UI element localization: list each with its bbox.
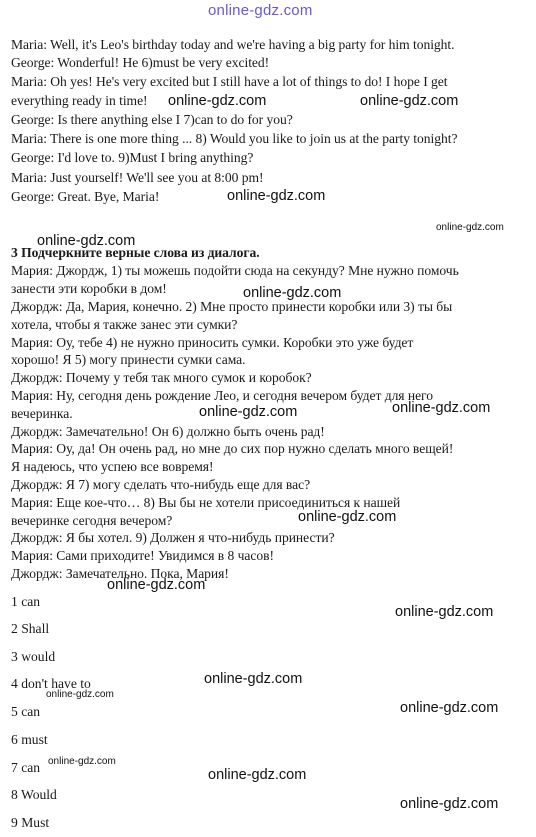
answer-item: 4 don't have to	[11, 676, 91, 691]
watermark: online-gdz.com	[243, 285, 342, 301]
dialogue-line: хотела, чтобы я также занес эти сумки?	[11, 317, 238, 332]
dialogue-line: Мария: Оу, да! Он очень рад, но мне до сих пор нужно сделать много вещей!	[11, 441, 454, 456]
dialogue-line: Maria: There is one more thing ... 8) Would you like to join us at the party tonight?	[11, 131, 458, 146]
dialogue-line: вечеринка.	[11, 406, 73, 421]
watermark: online-gdz.com	[208, 767, 307, 783]
watermark: online-gdz.com	[227, 188, 326, 204]
answer-item: 7 can	[11, 760, 41, 775]
watermark: online-gdz.com	[298, 509, 397, 525]
dialogue-line: Джордж: Да, Мария, конечно. 2) Мне просто принести коробки или 3) ты бы	[11, 299, 453, 314]
answer-item: 2 Shall	[11, 621, 50, 636]
watermark: online-gdz.com	[199, 404, 298, 420]
dialogue-line: Джордж: Почему у тебя так много сумок и коробок?	[11, 370, 312, 385]
dialogue-line: Мария: Оу, тебе 4) не нужно приносить сумки. Коробки это уже будет	[11, 335, 414, 350]
watermark: online-gdz.com	[392, 400, 491, 416]
task-heading: 3 Подчеркните верные слова из диалога.	[11, 245, 260, 260]
watermark: online-gdz.com	[400, 796, 499, 812]
watermark: online-gdz.com	[107, 577, 206, 593]
dialogue-line: Мария: Джордж, 1) ты можешь подойти сюда на секунду? Мне нужно помочь	[11, 263, 459, 278]
dialogue-line: вечеринке сегодня вечером?	[11, 513, 173, 528]
dialogue-line: everything ready in time!	[11, 93, 148, 108]
dialogue-line: Джордж: Я 7) могу сделать что-нибудь еще для вас?	[11, 477, 311, 492]
answer-item: 1 can	[11, 594, 41, 609]
watermark: online-gdz.com	[360, 93, 459, 109]
dialogue-line: Джордж: Я бы хотел. 9) Должен я что-нибудь принести?	[11, 530, 335, 545]
answer-item: 3 would	[11, 649, 56, 664]
dialogue-line: Я надеюсь, что успею все вовремя!	[11, 459, 214, 474]
dialogue-line: George: Wonderful! He 6)must be very excited!	[11, 55, 270, 70]
dialogue-line: George: Is there anything else I 7)can to do for you?	[11, 112, 293, 127]
dialogue-line: хорошо! Я 5) могу принести сумки сама.	[11, 352, 246, 367]
dialogue-line: Maria: Well, it's Leo's birthday today and we're having a big party for him tonight.	[11, 37, 455, 52]
watermark: online-gdz.com	[400, 700, 499, 716]
watermark: online-gdz.com	[48, 756, 116, 767]
dialogue-line: Maria: Oh yes! He's very excited but I still have a lot of things to do! I hope I get	[11, 74, 448, 89]
dialogue-line: Джордж: Замечательно! Он 6) должно быть очень рад!	[11, 424, 325, 439]
dialogue-line: занести эти коробки в дом!	[11, 281, 167, 296]
watermark-top: online-gdz.com	[208, 2, 313, 19]
watermark: online-gdz.com	[395, 604, 494, 620]
watermark: online-gdz.com	[168, 93, 267, 109]
watermark: online-gdz.com	[37, 233, 136, 249]
dialogue-line: Мария: Еще кое-что… 8) Вы бы не хотели присоединиться к нашей	[11, 495, 401, 510]
answer-item: 8 Would	[11, 787, 57, 802]
dialogue-line: Мария: Сами приходите! Увидимся в 8 часов!	[11, 548, 274, 563]
dialogue-line: Maria: Just yourself! We'll see you at 8:00 pm!	[11, 170, 264, 185]
dialogue-line: Мария: Ну, сегодня день рождение Лео, и сегодня вечером будет для него	[11, 388, 433, 403]
answer-item: 6 must	[11, 732, 48, 747]
watermark: online-gdz.com	[204, 671, 303, 687]
dialogue-line: George: I'd love to. 9)Must I bring anything?	[11, 150, 254, 165]
dialogue-line: Джордж: Замечательно. Пока, Мария!	[11, 566, 229, 581]
watermark: online-gdz.com	[436, 222, 504, 233]
answer-item: 5 can	[11, 704, 41, 719]
dialogue-line: George: Great. Bye, Maria!	[11, 189, 160, 204]
watermark: online-gdz.com	[46, 689, 114, 700]
answer-item: 9 Must	[11, 815, 50, 830]
